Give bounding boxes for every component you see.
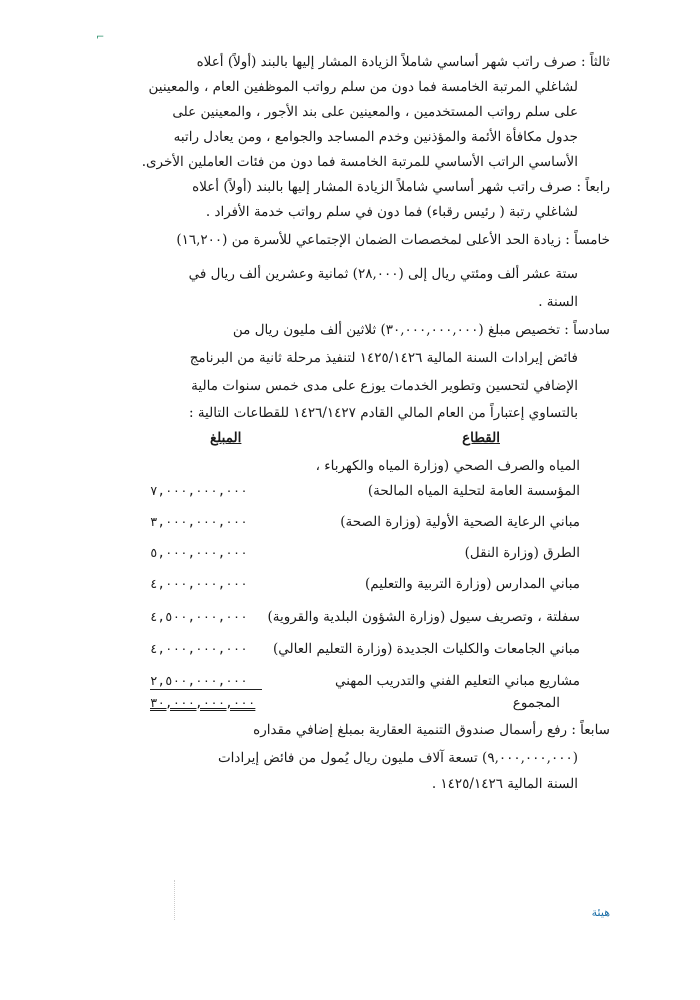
table-row-amount: ٤,٠٠٠,٠٠٠,٠٠٠: [150, 641, 248, 656]
paragraph-third-line-4: جدول مكافأة الأئمة والمؤذنين وخدم المساجد والجوامع ، ومن يعادل راتبه: [173, 129, 578, 145]
table-row-amount: ٤,٠٠٠,٠٠٠,٠٠٠: [150, 576, 248, 591]
paragraph-sixth-line-1: سادساً : تخصيص مبلغ (٣٠,٠٠٠,٠٠٠,٠٠٠) ثلاثين ألف مليون ريال من: [232, 322, 610, 338]
footer-mark: هيئة: [591, 906, 610, 919]
table-row-sector: المؤسسة العامة لتحلية المياه المالحة): [367, 483, 580, 499]
table-row-sector: مباني المدارس (وزارة التربية والتعليم): [365, 576, 580, 592]
corner-mark-icon: ⌐: [96, 32, 105, 43]
table-row-sector: مباني الجامعات والكليات الجديدة (وزارة التعليم العالي): [273, 641, 580, 657]
table-header-amount: المبلغ: [210, 430, 242, 446]
paragraph-fifth-line-3: السنة .: [538, 294, 578, 310]
table-row: [150, 512, 580, 532]
table-row: [150, 543, 580, 563]
paragraph-fourth-line-2: لشاغلي رتبة ( رئيس رقباء) فما دون في سلم رواتب خدمة الأفراد .: [205, 204, 578, 220]
table-row-sector: سفلتة ، وتصريف سيول (وزارة الشؤون البلدية والقروية): [267, 609, 580, 625]
table-row: [150, 481, 580, 501]
paragraph-fifth-line-1: خامساً : زيادة الحد الأعلى لمخصصات الضمان الإجتماعي للأسرة من (١٦,٢٠٠): [176, 232, 610, 248]
table-row-sector: مباني الرعاية الصحية الأولية (وزارة الصحة): [340, 514, 580, 530]
table-header-sector: القطاع: [462, 430, 500, 446]
table-total-row: [150, 693, 580, 713]
table-total-label: المجموع: [512, 695, 560, 711]
paragraph-fourth-line-1: رابعاً : صرف راتب شهر أساسي شاملاً الزيادة المشار إليها بالبند (أولاً) أعلاه: [192, 179, 610, 195]
table-row-sector: المياه والصرف الصحي (وزارة المياه والكهرباء ،: [315, 458, 580, 474]
table-row: [150, 639, 580, 659]
paragraph-seventh-line-1: سابعاً : رفع رأسمال صندوق التنمية العقارية بمبلغ إضافي مقداره: [253, 722, 610, 738]
table-row: [150, 607, 580, 627]
table-row: [150, 671, 580, 691]
table-total-amount: ٣٠,٠٠٠,٠٠٠,٠٠٠: [150, 695, 256, 710]
table-row: [150, 574, 580, 594]
table-row: [150, 456, 580, 476]
paragraph-seventh-line-3: السنة المالية ١٤٢٥/١٤٢٦ .: [431, 776, 578, 792]
table-row-amount: ٥,٠٠٠,٠٠٠,٠٠٠: [150, 545, 248, 560]
paragraph-seventh-line-2: (٩,٠٠٠,٠٠٠,٠٠٠) تسعة آلاف مليون ريال يُمول من فائض إيرادات: [217, 750, 578, 766]
paragraph-third-line-1: ثالثاً : صرف راتب شهر أساسي شاملاً الزيادة المشار إليها بالبند (أولاً) أعلاه: [196, 54, 610, 70]
paragraph-sixth-line-2: فائض إيرادات السنة المالية ١٤٢٥/١٤٢٦ لتنفيذ مرحلة ثانية من البرنامج: [189, 350, 578, 366]
paragraph-third-line-3: على سلم رواتب المستخدمين ، والمعينين على بند الأجور ، والمعينين على: [172, 104, 578, 120]
scan-artifact-line: [174, 880, 175, 920]
table-row-sector: مشاريع مباني التعليم الفني والتدريب المهني: [334, 673, 580, 689]
table-row-amount: ٤,٥٠٠,٠٠٠,٠٠٠: [150, 609, 248, 624]
table-row-amount: ٧,٠٠٠,٠٠٠,٠٠٠: [150, 483, 248, 498]
paragraph-sixth-line-4: بالتساوي إعتباراً من العام المالي القادم ١٤٢٦/١٤٢٧ للقطاعات التالية :: [188, 405, 578, 421]
table-row-sector: الطرق (وزارة النقل): [464, 545, 580, 561]
total-rule: [150, 689, 262, 690]
table-row-amount: ٢,٥٠٠,٠٠٠,٠٠٠: [150, 673, 248, 688]
table-row-amount: ٣,٠٠٠,٠٠٠,٠٠٠: [150, 514, 248, 529]
paragraph-third-line-2: لشاغلي المرتبة الخامسة فما دون من سلم رواتب الموظفين العام ، والمعينين: [148, 79, 578, 95]
paragraph-fifth-line-2: ستة عشر ألف ومئتي ريال إلى (٢٨,٠٠٠) ثمانية وعشرين ألف ريال في: [188, 266, 578, 282]
paragraph-third-line-5: الأساسي الراتب الأساسي للمرتبة الخامسة فما دون من فئات العاملين الأخرى.: [141, 154, 578, 170]
paragraph-sixth-line-3: الإضافي لتحسين وتطوير الخدمات يوزع على مدى خمس سنوات مالية: [191, 378, 578, 394]
